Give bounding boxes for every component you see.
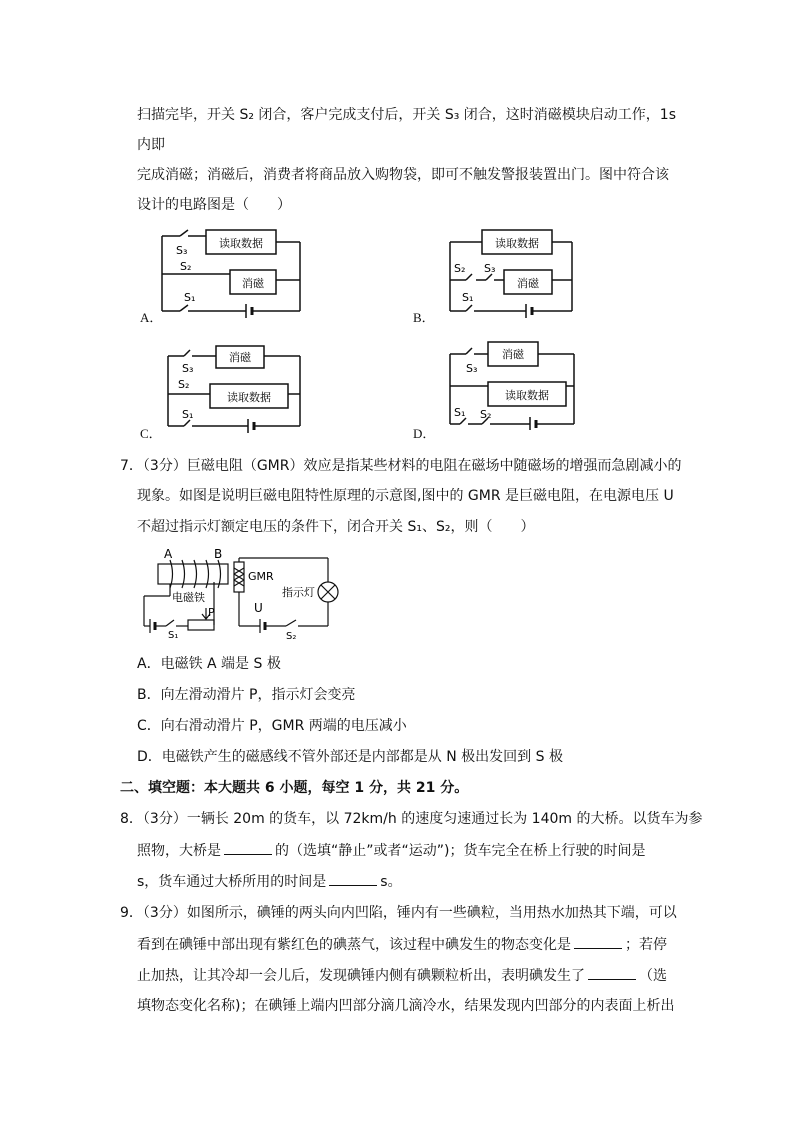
switch-s2-label: S₂ bbox=[178, 378, 190, 391]
switch-s2-label: S₂ bbox=[480, 408, 492, 421]
option-c-label: C． bbox=[140, 426, 162, 441]
circuit-diagram-d bbox=[442, 338, 582, 430]
demag-box-label: 消磁 bbox=[502, 348, 524, 361]
circuit-diagram-c bbox=[160, 342, 310, 434]
q9-line-2b: ；若停 bbox=[625, 937, 667, 953]
q9-line-2 bbox=[137, 934, 667, 955]
q9-line-3b: （选 bbox=[639, 968, 667, 984]
end-a-label: A bbox=[164, 547, 173, 561]
intro-line-3: 完成消磁；消磁后，消费者将商品放入购物袋，即可不触发警报装置出门。图中符合该 bbox=[137, 167, 669, 183]
q7-line-1: 7．（3分）巨磁电阻（GMR）效应是指某些材料的电阻在磁场中随磁场的增强而急剧减小的 bbox=[120, 458, 682, 474]
switch-s2-label: S₂ bbox=[180, 260, 192, 273]
option-d-label: D． bbox=[413, 426, 436, 441]
electromagnet-label: 电磁铁 bbox=[172, 591, 205, 604]
intro-line-1: 扫描完毕，开关 S₂ 闭合，客户完成支付后，开关 S₃ 闭合，这时消磁模块启动工作，1s bbox=[137, 107, 676, 123]
gmr-label: GMR bbox=[248, 570, 274, 583]
gmr-circuit-figure bbox=[136, 546, 346, 642]
q8-line-2b: 的（选填“静止”或者“运动”)；货车完全在桥上行驶的时间是 bbox=[275, 843, 646, 859]
q9-line-3a: 止加热，让其冷却一会儿后，发现碘锤内侧有碘颗粒析出，表明碘发生了 bbox=[137, 968, 585, 984]
q7-line-3: 不超过指示灯额定电压的条件下，闭合开关 S₁、S₂，则（ ） bbox=[137, 519, 535, 535]
switch-s1-label: S₁ bbox=[168, 630, 179, 641]
demag-box-label: 消磁 bbox=[229, 351, 251, 364]
q7-option-d: D．电磁铁产生的磁感线不管外部还是内部都是从 N 极出发回到 S 极 bbox=[137, 749, 563, 765]
lamp-label: 指示灯 bbox=[282, 586, 315, 599]
read-data-box-label: 读取数据 bbox=[495, 237, 539, 250]
switch-s1-label: S₁ bbox=[184, 291, 196, 304]
circuit-diagram-a bbox=[150, 228, 310, 318]
answer-blank[interactable] bbox=[224, 840, 272, 855]
q8-line-3 bbox=[137, 871, 402, 892]
q8-line-2 bbox=[137, 840, 645, 861]
q9-line-4: 填物态变化名称)；在碘锤上端内凹部分滴几滴冷水，结果发现内凹部分的内表面上析出 bbox=[137, 998, 675, 1014]
answer-blank[interactable] bbox=[574, 934, 622, 949]
intro-line-2: 内即 bbox=[137, 137, 165, 153]
switch-s1-label: S₁ bbox=[462, 291, 474, 304]
switch-s1-label: S₁ bbox=[182, 408, 194, 421]
read-data-box-label: 读取数据 bbox=[219, 237, 263, 250]
q9-line-3 bbox=[137, 965, 667, 986]
q7-option-c: C．向右滑动滑片 P，GMR 两端的电压减小 bbox=[137, 718, 407, 734]
demag-box-label: 消磁 bbox=[242, 277, 264, 290]
slider-p-label: P bbox=[208, 606, 215, 619]
q7-option-a: A．电磁铁 A 端是 S 极 bbox=[137, 656, 281, 672]
demag-box-label: 消磁 bbox=[517, 277, 539, 290]
option-b-label: B． bbox=[413, 310, 435, 325]
switch-s3-label: S₃ bbox=[182, 362, 194, 375]
switch-s1-label: S₁ bbox=[454, 406, 466, 419]
q9-line-2a: 看到在碘锤中部出现有紫红色的碘蒸气，该过程中碘发生的物态变化是 bbox=[137, 937, 571, 953]
switch-s2-label: S₂ bbox=[286, 631, 297, 642]
q8-line-1: 8．（3分）一辆长 20m 的货车，以 72km/h 的速度匀速通过长为 140m 的大桥。以货车为参 bbox=[120, 811, 703, 827]
switch-s3-label: S₃ bbox=[176, 244, 188, 257]
q8-line-3b: s。 bbox=[380, 874, 402, 890]
read-data-box-label: 读取数据 bbox=[505, 389, 549, 402]
answer-blank[interactable] bbox=[588, 965, 636, 980]
q8-line-2a: 照物，大桥是 bbox=[137, 843, 221, 859]
answer-blank[interactable] bbox=[329, 871, 377, 886]
switch-s2-label: S₂ bbox=[454, 262, 466, 275]
read-data-box-label: 读取数据 bbox=[227, 391, 271, 404]
option-a-label: A． bbox=[140, 310, 163, 325]
switch-s3-label: S₃ bbox=[484, 262, 496, 275]
section-2-heading: 二、填空题：本大题共 6 小题，每空 1 分，共 21 分。 bbox=[120, 780, 469, 796]
circuit-diagram-b bbox=[440, 228, 580, 318]
intro-line-4: 设计的电路图是（ ） bbox=[137, 197, 291, 213]
switch-s3-label: S₃ bbox=[466, 362, 478, 375]
q9-line-1: 9．（3分）如图所示，碘锤的两头向内凹陷，锤内有一些碘粒，当用热水加热其下端，可以 bbox=[120, 905, 677, 921]
q7-line-2: 现象。如图是说明巨磁电阻特性原理的示意图,图中的 GMR 是巨磁电阻，在电源电压 U bbox=[137, 488, 674, 504]
q8-line-3a: s，货车通过大桥所用的时间是 bbox=[137, 874, 327, 890]
q7-option-b: B．向左滑动滑片 P，指示灯会变亮 bbox=[137, 687, 356, 703]
voltage-u-label: U bbox=[254, 601, 263, 615]
end-b-label: B bbox=[214, 547, 223, 561]
